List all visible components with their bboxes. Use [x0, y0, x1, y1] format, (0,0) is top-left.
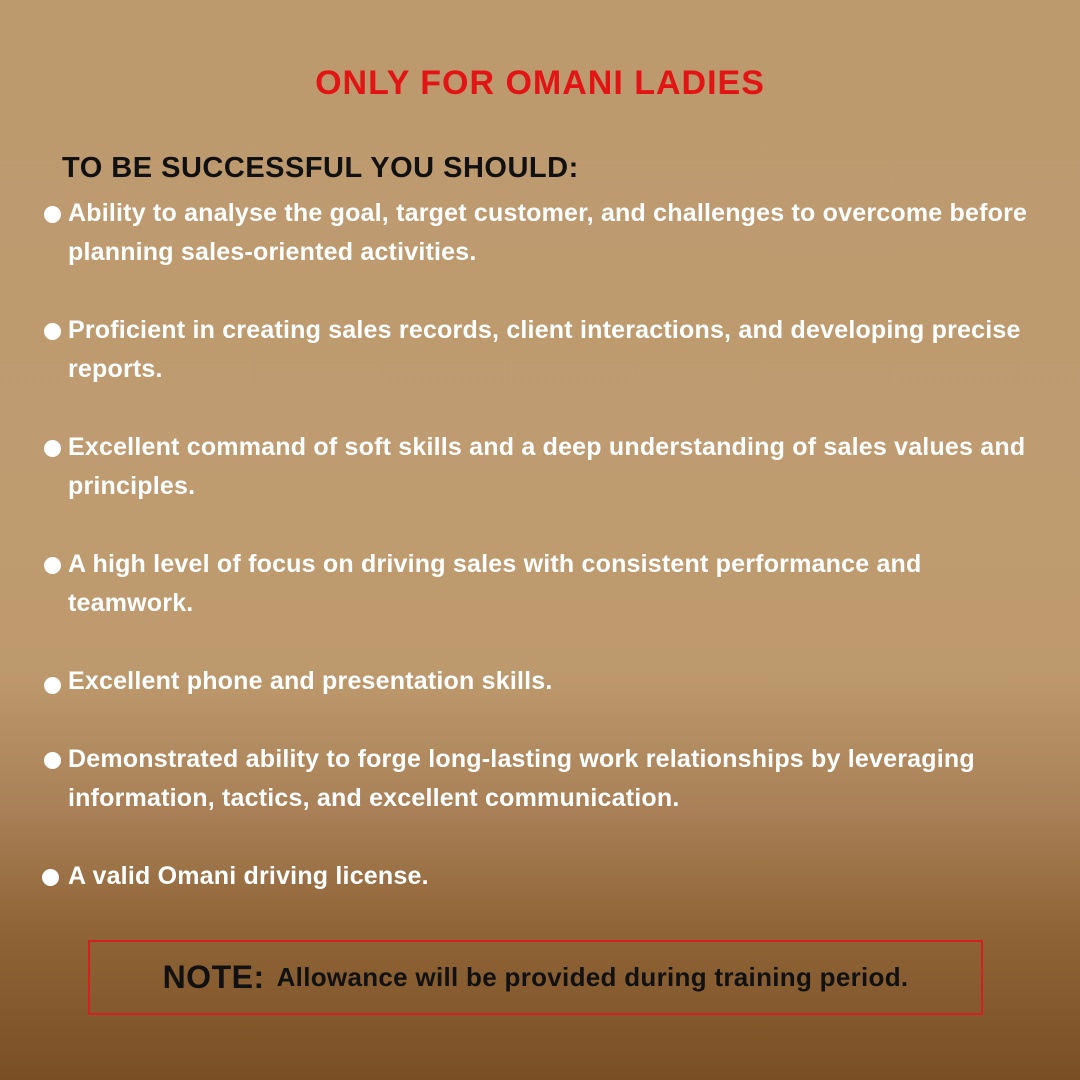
bullet-dot-icon	[44, 206, 61, 223]
bullet-dot-icon	[42, 869, 59, 886]
note-box	[88, 940, 983, 1015]
requirement-text: A valid Omani driving license.	[68, 862, 429, 890]
requirement-text: A high level of focus on driving sales with consistent performance and teamwork.	[68, 550, 922, 617]
bullet-dot-icon	[44, 752, 61, 769]
requirement-text: Proficient in creating sales records, client interactions, and developing precise reports.	[68, 316, 1021, 383]
bullet-dot-icon	[44, 557, 61, 574]
bullet-dot-icon	[44, 440, 61, 457]
requirement-item	[40, 194, 1050, 272]
requirement-item	[40, 311, 1050, 389]
note-text: Allowance will be provided during training period.	[276, 962, 909, 992]
requirement-text: Excellent command of soft skills and a deep understanding of sales values and principles.	[68, 433, 1026, 500]
note-label: NOTE:	[162, 959, 265, 995]
requirements-heading: TO BE SUCCESSFUL YOU SHOULD:	[62, 152, 579, 184]
requirement-text: Ability to analyse the goal, target customer, and challenges to overcome before planning sales-oriented activities.	[68, 199, 1028, 266]
bullet-dot-icon	[44, 323, 61, 340]
requirement-item	[40, 740, 1050, 818]
page-title: ONLY FOR OMANI LADIES	[315, 64, 765, 102]
requirement-item	[40, 662, 1050, 701]
bullet-dot-icon	[44, 677, 61, 694]
requirement-item	[40, 428, 1050, 506]
requirement-text: Demonstrated ability to forge long-lasting work relationships by leveraging information, tactics, and excellent communication.	[68, 745, 975, 812]
requirement-item	[40, 545, 1050, 623]
requirement-text: Excellent phone and presentation skills.	[68, 667, 553, 695]
requirement-item	[40, 857, 1050, 896]
